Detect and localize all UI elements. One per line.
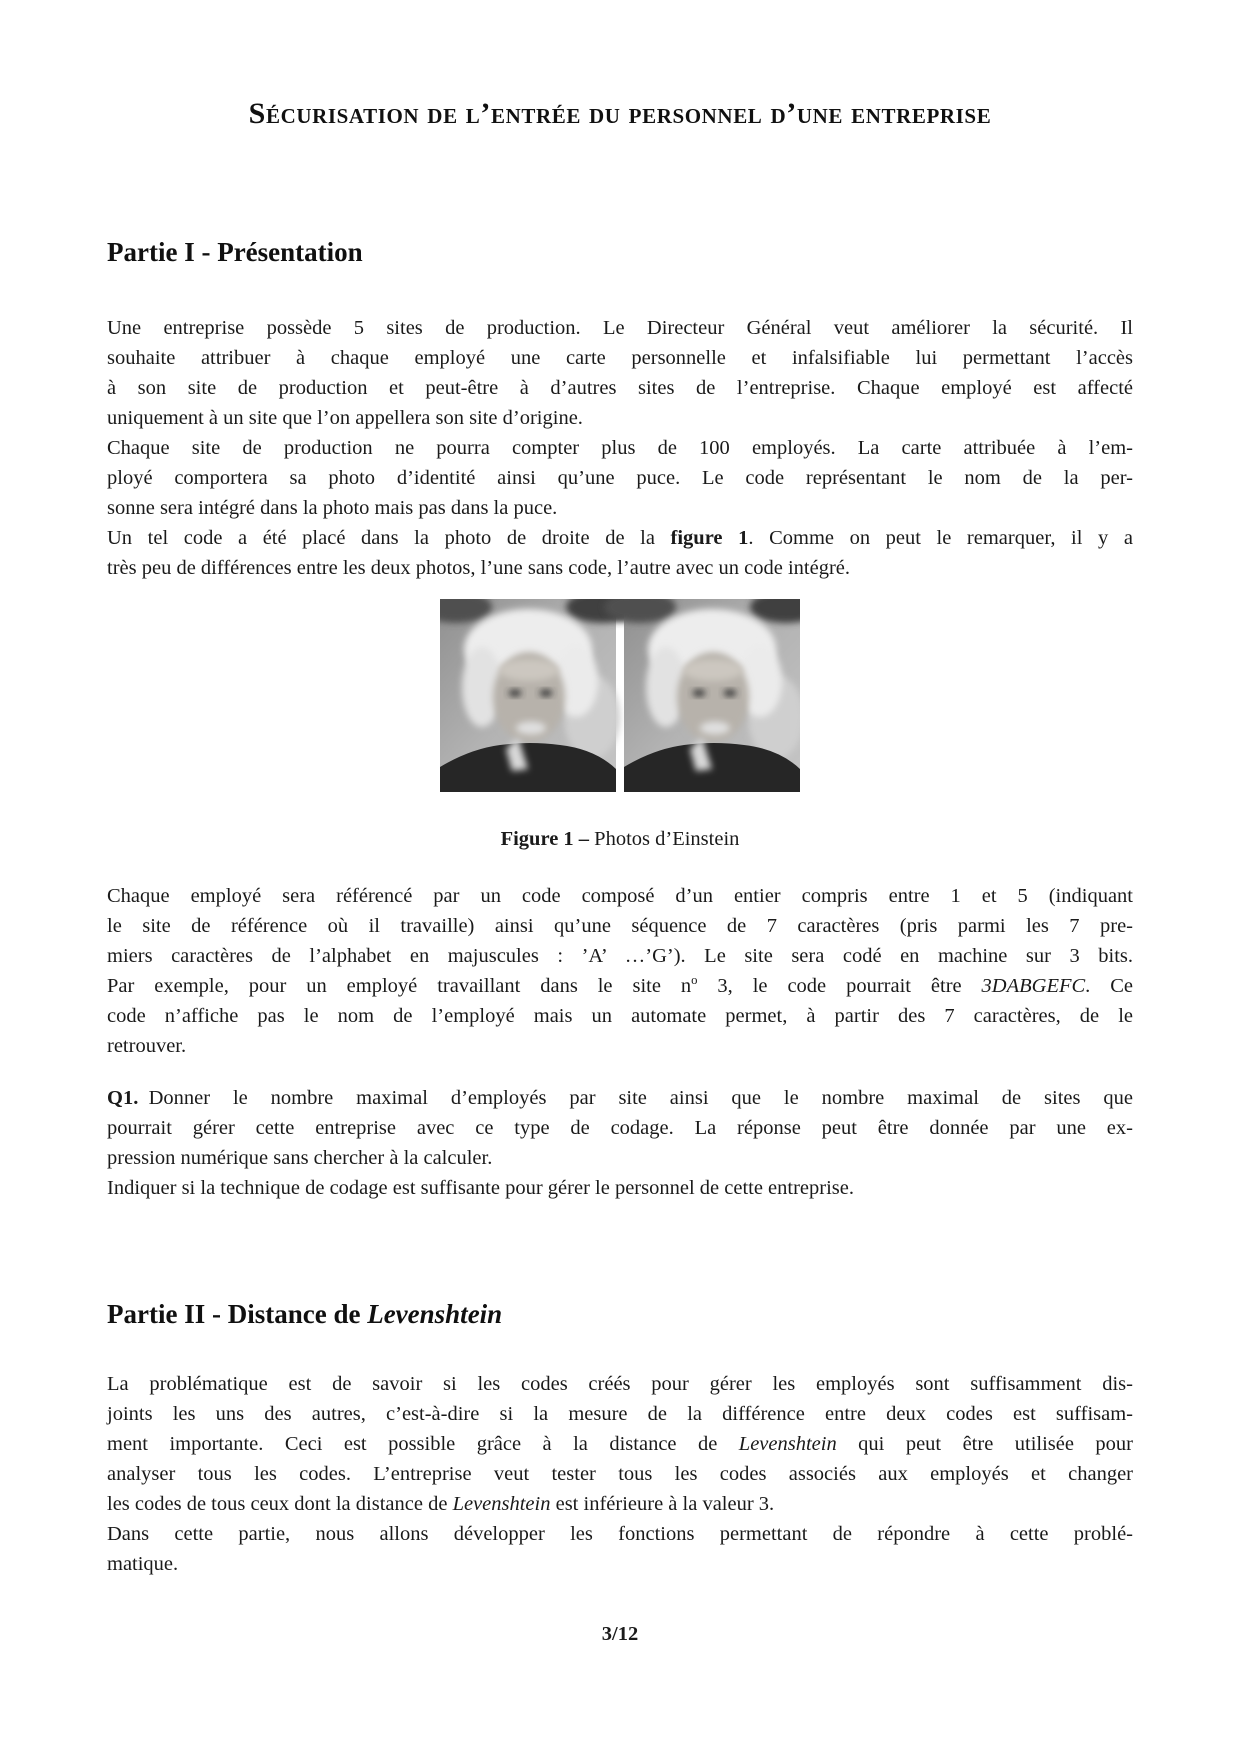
document-title: Sécurisation de l’entrée du personnel d’une entreprise — [248, 97, 992, 130]
text-line: Partie II - Distance de Levenshtein — [107, 1299, 503, 1329]
paragraph-presentation-2 — [107, 433, 1133, 523]
paragraph-presentation-3 — [107, 523, 1133, 583]
figure-1-caption — [107, 824, 1133, 854]
text-line: retrouver. — [107, 1035, 187, 1057]
text-line: La problématique est de savoir si les codes créés pour gérer les employés sont suffisamment dis- — [107, 1373, 1133, 1395]
text-line: pression numérique sans chercher à la calculer. — [107, 1147, 493, 1169]
text-line: analyser tous les codes. L’entreprise veut tester tous les codes associés aux employés et changer — [107, 1463, 1133, 1485]
paragraph-levenshtein-1 — [107, 1369, 1133, 1519]
text-line: Q1. Donner le nombre maximal d’employés par site ainsi que le nombre maximal de sites que — [107, 1087, 1133, 1109]
text-line: Par exemple, pour un employé travaillant dans le site $n^o$ 3, le code pourrait être 3DABGEFC. Ce — [107, 973, 1133, 997]
text-line: pourrait gérer cette entreprise avec ce type de codage. La réponse peut être donnée par une ex- — [107, 1117, 1133, 1139]
text-line: Chaque employé sera référencé par un code composé d’un entier compris entre 1 et 5 (indiquant — [107, 885, 1133, 907]
text-line: le site de référence où il travaille) ainsi qu’une séquence de 7 caractères (pris parmi les 7 pre- — [107, 915, 1133, 937]
text-line: Une entreprise possède 5 sites de production. Le Directeur Général veut améliorer la sécurité. Il — [107, 317, 1133, 339]
text-line: Indiquer si la technique de codage est suffisante pour gérer le personnel de cette entreprise. — [107, 1177, 854, 1199]
question-q1 — [107, 1083, 1133, 1173]
text-line: souhaite attribuer à chaque employé une carte personnelle et infalsifiable lui permettant l’accès — [107, 347, 1133, 369]
text-line: Partie I - Présentation — [107, 237, 363, 267]
einstein-photo-left — [440, 599, 638, 792]
text-line: ment importante. Ceci est possible grâce à la distance de Levenshtein qui peut être utilisée pour — [107, 1433, 1133, 1455]
einstein-photo-right — [604, 599, 800, 792]
paragraph-levenshtein-2 — [107, 1519, 1133, 1579]
text-line: miers caractères de l’alphabet en majuscules : ’A’ …’G’). Le site sera codé en machine sur 3 bits. — [107, 945, 1133, 967]
heading-partie-2 — [107, 1297, 1133, 1331]
paragraph-presentation-1 — [107, 313, 1133, 433]
paragraph-code-description — [107, 881, 1133, 1061]
text-line: Dans cette partie, nous allons développer les fonctions permettant de répondre à cette problé- — [107, 1523, 1133, 1545]
text-line: Chaque site de production ne pourra compter plus de 100 employés. La carte attribuée à l’em- — [107, 437, 1133, 459]
text-line: sonne sera intégré dans la photo mais pas dans la puce. — [107, 497, 558, 519]
page-number: 3/12 — [601, 1623, 639, 1645]
figure-1 — [107, 599, 1133, 854]
text-line: les codes de tous ceux dont la distance de Levenshtein est inférieure à la valeur 3. — [107, 1493, 775, 1515]
figure-1-photos — [440, 599, 800, 792]
text-line: Un tel code a été placé dans la photo de droite de la figure 1. Comme on peut le remarquer, il y a — [107, 527, 1133, 549]
text-line: ployé comportera sa photo d’identité ainsi qu’une puce. Le code représentant le nom de la per- — [107, 467, 1133, 489]
text-line: matique. — [107, 1553, 179, 1575]
einstein-photos-svg — [440, 599, 800, 792]
text-line: à son site de production et peut-être à d’autres sites de l’entreprise. Chaque employé est affecté — [107, 377, 1133, 399]
text-line: très peu de différences entre les deux photos, l’une sans code, l’autre avec un code intégré. — [107, 557, 851, 579]
text-line: uniquement à un site que l’on appellera son site d’origine. — [107, 407, 583, 429]
text-line: Figure 1 – Photos d’Einstein — [500, 828, 740, 850]
text-line: joints les uns des autres, c’est-à-dire si la mesure de la différence entre deux codes est suffisam- — [107, 1403, 1133, 1425]
page-content — [107, 0, 1133, 1649]
question-q1-suite — [107, 1173, 1133, 1203]
text-line: code n’affiche pas le nom de l’employé mais un automate permet, à partir des 7 caractères, de le — [107, 1005, 1133, 1027]
heading-partie-1 — [107, 235, 1133, 269]
